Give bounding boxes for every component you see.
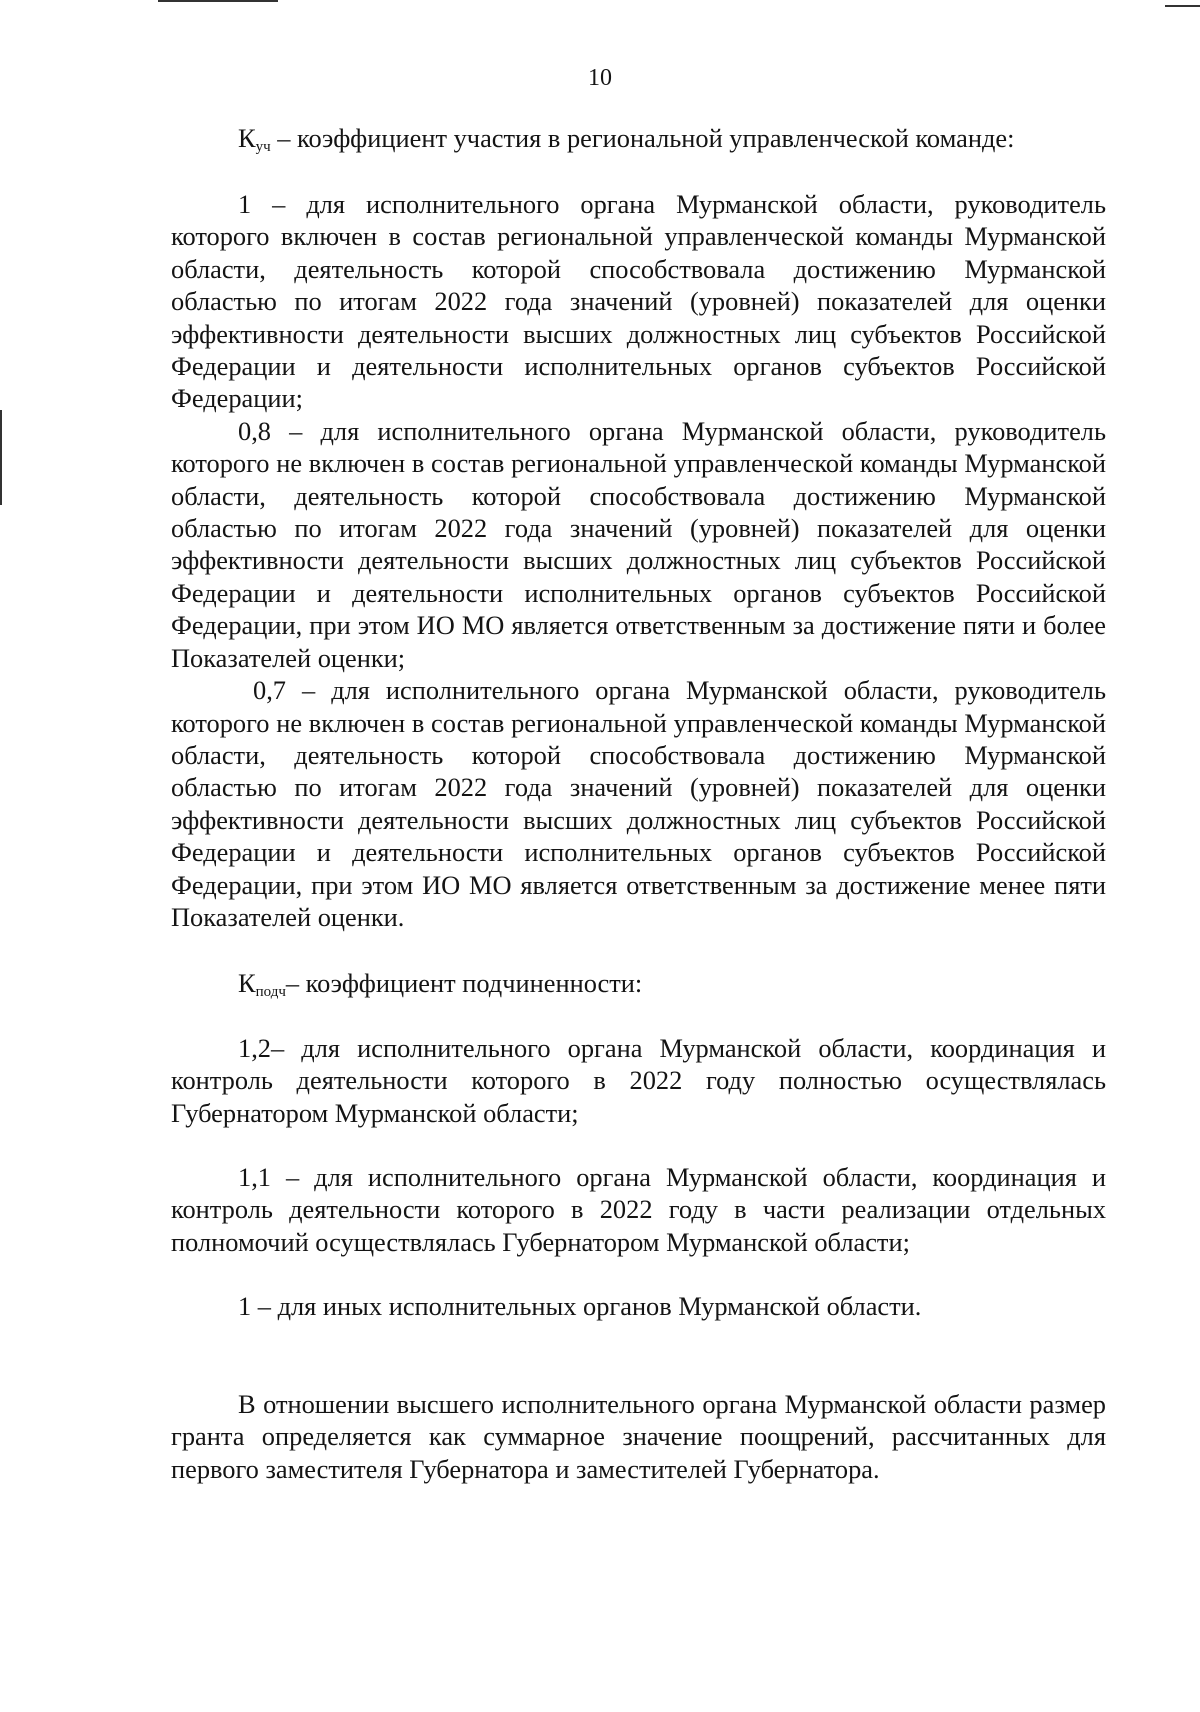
k-subordination-value-3: 1 – для иных исполнительных органов Мурманской области.: [238, 1291, 922, 1321]
k-participation-value-1: 1 – для исполнительного органа Мурманской области, руководитель которого включен в состав региональной управленческой команды Мурманской области, деятельность которой способствовала достижению Мурманской областью по итогам 2022 года значений (уровней) показателей для оценки эффективности деятельности высших должностных лиц субъектов Российской Федерации и деятельности исполнительных органов субъектов Российской Федерации;: [171, 189, 1106, 414]
closing-paragraph-block: [171, 1388, 1106, 1485]
k-participation-subscript: уч: [255, 139, 271, 155]
k-subordination-definition: – коэффициент подчиненности:: [285, 968, 643, 998]
k-subordination-heading: [171, 967, 1106, 999]
k-participation-values: [171, 188, 1106, 933]
closing-paragraph: В отношении высшего исполнительного органа Мурманской области размер гранта определяется как суммарное значение поощрений, рассчитанных для первого заместителя Губернатора и заместителей Губернатора.: [171, 1389, 1106, 1484]
scan-artifact-top: [158, 0, 278, 2]
k-subordination-value-1: 1,2– для исполнительного органа Мурманской области, координация и контроль деятельности которого в 2022 году полностью осуществлялась Губернатором Мурманской области;: [171, 1033, 1106, 1128]
k-participation-definition: – коэффициент участия в региональной управленческой команде:: [270, 123, 1015, 153]
k-participation-value-3: 0,7 – для исполнительного органа Мурманской области, руководитель которого не включен в состав региональной управленческой команды Мурманской области, деятельность которой способствовала достижению Мурманской областью по итогам 2022 года значений (уровней) показателей для оценки эффективности деятельности высших должностных лиц субъектов Российской Федерации и деятельности исполнительных органов субъектов Российской Федерации, при этом ИО МО является ответственным за достижение менее пяти Показателей оценки.: [171, 675, 1106, 932]
k-participation-heading: [171, 122, 1106, 154]
k-subordination-subscript: подч: [255, 984, 286, 1000]
k-participation-value-2: 0,8 – для исполнительного органа Мурманской области, руководитель которого не включен в состав региональной управленческой команды Мурманской области, деятельность которой способствовала достижению Мурманской областью по итогам 2022 года значений (уровней) показателей для оценки эффективности деятельности высших должностных лиц субъектов Российской Федерации и деятельности исполнительных органов субъектов Российской Федерации, при этом ИО МО является ответственным за достижение пяти и более Показателей оценки;: [171, 415, 1106, 673]
scan-artifact-top-right: [1165, 5, 1200, 7]
k-subordination-symbol: К: [238, 968, 256, 998]
k-subordination-value-1-block: [171, 1032, 1106, 1129]
k-subordination-value-3-block: [171, 1290, 1106, 1322]
page-number: 10: [588, 65, 612, 91]
k-participation-symbol: К: [238, 123, 256, 153]
k-subordination-value-2-block: [171, 1161, 1106, 1258]
k-subordination-value-2: 1,1 – для исполнительного органа Мурманской области, координация и контроль деятельности которого в 2022 году в части реализации отдельных полномочий осуществлялась Губернатором Мурманской области;: [171, 1162, 1106, 1257]
scan-artifact-left: [0, 410, 2, 505]
